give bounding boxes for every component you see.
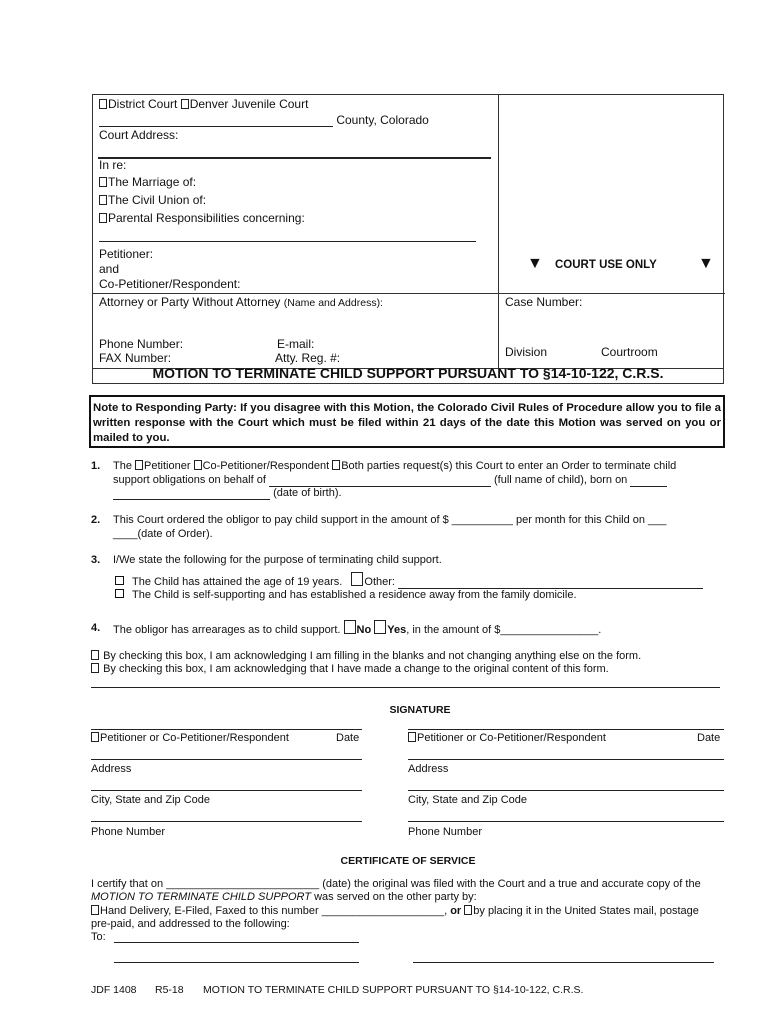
other-checkbox[interactable] (351, 572, 363, 586)
to-line[interactable] (114, 942, 359, 943)
p1-copetitioner-checkbox[interactable] (194, 460, 202, 470)
right-address-line[interactable] (408, 759, 724, 760)
left-address-label: Address (91, 763, 132, 775)
item-1-number: 1. (91, 460, 101, 472)
down-arrow-right-icon: ▼ (698, 255, 714, 272)
attorney-label: Attorney or Party Without Attorney (Name and Address): (99, 295, 383, 309)
form-title: MOTION TO TERMINATE CHILD SUPPORT PURSUANT TO §14-10-122, C.R.S. (152, 365, 664, 381)
denver-juvenile-label: Denver Juvenile Court (189, 97, 309, 111)
self-supporting-checkbox[interactable] (115, 589, 124, 598)
left-phone-label: Phone Number (91, 826, 165, 838)
item-1-line-1: The Petitioner Co-Petitioner/Respondent Both parties request(s) this Court to enter an Order to terminate child (113, 460, 677, 472)
item-4-number: 4. (91, 622, 101, 634)
footer-form-number: JDF 1408 (91, 984, 137, 996)
courtroom-label: Courtroom (601, 345, 658, 359)
division-label: Division (505, 345, 548, 359)
civil-union-checkbox[interactable] (99, 195, 107, 205)
right-address-label: Address (408, 763, 449, 775)
court-address-line[interactable] (98, 157, 491, 159)
left-role-label: Petitioner or Co-Petitioner/Respondent (100, 732, 289, 744)
county-field[interactable] (99, 114, 333, 127)
denver-juvenile-checkbox[interactable] (181, 99, 189, 109)
court-use-only: COURT USE ONLY (555, 259, 657, 271)
email-label: E-mail: (277, 337, 315, 351)
civil-union-label: The Civil Union of: (108, 193, 207, 207)
left-address-line[interactable] (91, 759, 362, 760)
left-signature-line[interactable] (91, 729, 362, 730)
caption-box (92, 94, 724, 384)
signature-heading: SIGNATURE (389, 704, 451, 716)
right-date-label: Date (697, 732, 721, 744)
p1-petitioner-checkbox[interactable] (135, 460, 143, 470)
down-arrow-left-icon: ▼ (527, 255, 543, 272)
left-city-line[interactable] (91, 790, 362, 791)
item-2-line-1: This Court ordered the obligor to pay child support in the amount of $ __________ per month for this Child on ___ (113, 514, 667, 526)
in-re-label: In re: (99, 158, 127, 172)
birth-date-field[interactable] (113, 488, 270, 500)
right-signature-line[interactable] (408, 729, 724, 730)
district-court-checkbox[interactable] (99, 99, 107, 109)
right-city-label: City, State and Zip Code (408, 794, 528, 806)
petitioner-label: Petitioner: (99, 247, 154, 261)
parental-label: Parental Responsibilities concerning: (108, 211, 305, 225)
county-label: County, Colorado (336, 113, 429, 127)
footer-title: MOTION TO TERMINATE CHILD SUPPORT PURSUANT TO §14-10-122, C.R.S. (203, 984, 584, 996)
marriage-label: The Marriage of: (108, 175, 197, 189)
item-2-number: 2. (91, 514, 101, 526)
certificate-heading: CERTIFICATE OF SERVICE (340, 855, 476, 867)
district-court-label: District Court (108, 97, 178, 111)
certificate-line-4: pre-paid, and addressed to the following: (91, 918, 290, 930)
separator-line (91, 687, 720, 688)
right-phone-line[interactable] (408, 821, 724, 822)
item-2-line-2: ____(date of Order). (113, 528, 213, 540)
court-selection (99, 97, 308, 111)
address-line-right[interactable] (413, 962, 714, 963)
fax-label: FAX Number: (99, 351, 172, 365)
case-number-label: Case Number: (505, 295, 583, 309)
right-role-label: Petitioner or Co-Petitioner/Respondent (417, 732, 606, 744)
hand-delivery-checkbox[interactable] (91, 905, 99, 915)
phone-label: Phone Number: (99, 337, 184, 351)
names-line[interactable] (99, 241, 476, 242)
item-3-line-1: I/We state the following for the purpose of terminating child support. (113, 554, 442, 566)
marriage-checkbox[interactable] (99, 177, 107, 187)
certificate-line-1: I certify that on _________________________ (date) the original was filed with the Court and a true and accurate copy of the (91, 878, 701, 890)
ack-2-checkbox[interactable] (91, 663, 99, 673)
court-address-label: Court Address: (99, 128, 179, 142)
and-label: and (99, 262, 120, 276)
address-line-left[interactable] (114, 962, 359, 963)
co-petitioner-label: Co-Petitioner/Respondent: (99, 277, 241, 291)
parental-checkbox[interactable] (99, 213, 107, 223)
age-19-checkbox[interactable] (115, 576, 124, 585)
left-date-label: Date (336, 732, 360, 744)
certificate-line-3: Hand Delivery, E-Filed, Faxed to this number ____________________, or by placing it in the United States mail, postage (91, 904, 699, 918)
certificate-line-2: MOTION TO TERMINATE CHILD SUPPORT was served on the other party by: (91, 891, 477, 903)
item-3-number: 3. (91, 554, 101, 566)
left-city-label: City, State and Zip Code (91, 794, 211, 806)
mail-checkbox[interactable] (464, 905, 472, 915)
right-phone-label: Phone Number (408, 826, 482, 838)
birth-date-field-a[interactable] (630, 475, 667, 487)
left-phone-line[interactable] (91, 821, 362, 822)
to-label: To: (91, 931, 106, 943)
atty-reg-label: Atty. Reg. #: (275, 351, 341, 365)
p1-both-checkbox[interactable] (332, 460, 340, 470)
footer-revision: R5-18 (155, 984, 184, 996)
right-city-line[interactable] (408, 790, 724, 791)
note-to-responding-party: Note to Responding Party: If you disagree with this Motion, the Colorado Civil Rules of Procedure allow you to file a written response with the Court which must be filed within 21 days of the date this Motion was served on you or mailed to you. (89, 395, 725, 448)
right-petitioner-checkbox[interactable] (408, 732, 416, 742)
ack-1-checkbox[interactable] (91, 650, 99, 660)
yes-arrearages-checkbox[interactable] (374, 620, 386, 634)
left-petitioner-checkbox[interactable] (91, 732, 99, 742)
no-arrearages-checkbox[interactable] (344, 620, 356, 634)
